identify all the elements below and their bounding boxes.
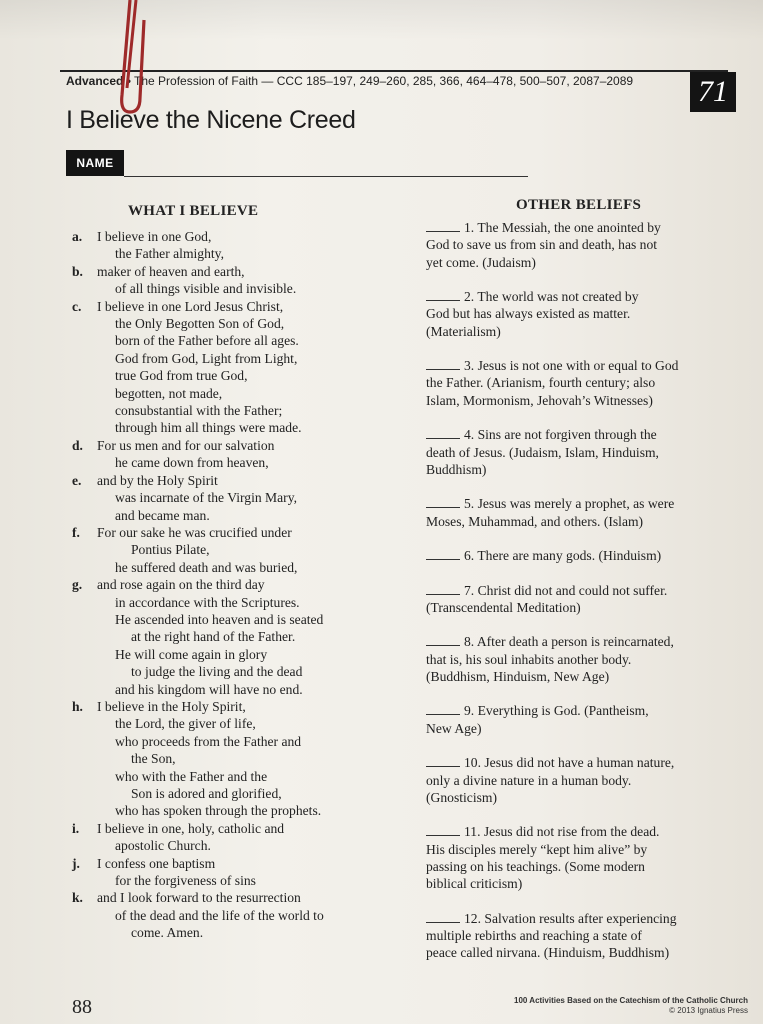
belief-item — [426, 219, 736, 271]
creed-line: I believe in the Holy Spirit, — [97, 698, 246, 714]
creed-line: who with the Father and the — [115, 768, 268, 784]
creed-line: come. Amen. — [131, 925, 204, 941]
belief-text: 6. There are many gods. (Hinduism) — [464, 548, 662, 564]
belief-line: the Father. (Arianism, fourth century; also — [426, 375, 656, 391]
creed-line: and I look forward to the resurrection — [97, 890, 301, 906]
name-label: NAME — [66, 150, 124, 176]
belief-first-line — [426, 357, 736, 374]
creed-line: at the right hand of the Father. — [131, 629, 296, 645]
belief-line: Moses, Muhammad, and others. (Islam) — [426, 513, 644, 529]
creed-line: Pontius Pilate, — [131, 542, 210, 558]
answer-blank[interactable] — [426, 644, 460, 646]
answer-blank[interactable] — [426, 368, 460, 370]
creed-item-letter: c. — [72, 298, 82, 314]
belief-text: 1. The Messiah, the one anointed by — [464, 220, 661, 235]
right-column-heading: OTHER BELIEFS — [516, 197, 642, 213]
activity-number-badge: 71 — [690, 72, 736, 112]
creed-item — [72, 524, 402, 576]
left-column-heading: WHAT I BELIEVE — [128, 203, 259, 219]
creed-line: who has spoken through the prophets. — [115, 803, 322, 819]
creed-item — [72, 576, 402, 698]
belief-line: Islam, Mormonism, Jehovah’s Witnesses) — [426, 392, 653, 408]
belief-line: that is, his soul inhabits another body. — [426, 651, 632, 667]
creed-item-letter: k. — [72, 890, 83, 906]
creed-item — [72, 889, 402, 941]
creed-line: I believe in one, holy, catholic and — [97, 820, 285, 836]
creed-line: was incarnate of the Virgin Mary, — [115, 490, 298, 506]
belief-text: 5. Jesus was merely a prophet, as were — [464, 496, 675, 512]
creed-line: he suffered death and was buried, — [115, 559, 298, 575]
belief-first-line — [426, 754, 736, 771]
belief-text: 3. Jesus is not one with or equal to God — [464, 358, 679, 374]
belief-first-line — [426, 910, 736, 927]
belief-first-line — [426, 495, 736, 512]
creed-item — [72, 472, 402, 524]
creed-line: through him all things were made. — [115, 420, 302, 436]
belief-line: God but has always existed as matter. — [426, 306, 631, 322]
creed-line: he came down from heaven, — [115, 455, 269, 471]
creed-line: apostolic Church. — [115, 838, 211, 854]
creed-line: the Lord, the giver of life, — [115, 716, 256, 732]
belief-item — [426, 702, 736, 737]
belief-text: 11. Jesus did not rise from the dead. — [464, 824, 660, 840]
creed-item — [72, 820, 402, 855]
belief-line: New Age) — [426, 720, 482, 736]
beliefs-list — [426, 219, 736, 979]
creed-item-letter: d. — [72, 437, 83, 453]
footer-page-number: 88 — [72, 996, 92, 1018]
page-shadow — [0, 0, 763, 40]
answer-blank[interactable] — [426, 230, 460, 232]
creed-line: for the forgiveness of sins — [115, 873, 256, 889]
creed-item-letter: h. — [72, 698, 83, 714]
belief-text: 2. The world was not created by — [464, 289, 639, 305]
creed-line: I confess one baptism — [97, 855, 216, 871]
belief-text: 8. After death a person is reincarnated, — [464, 634, 674, 650]
belief-first-line — [426, 288, 736, 305]
belief-line: (Gnosticism) — [426, 789, 497, 805]
answer-blank[interactable] — [426, 765, 460, 767]
header-bullet: • — [126, 74, 131, 88]
belief-line: multiple rebirths and reaching a state of — [426, 927, 642, 943]
belief-text: 12. Salvation results after experiencing — [464, 910, 677, 926]
footer-credit — [470, 996, 748, 1016]
belief-first-line — [426, 426, 736, 443]
creed-line: true God from true God, — [115, 368, 248, 384]
creed-item — [72, 263, 402, 298]
creed-line: consubstantial with the Father; — [115, 403, 283, 419]
creed-line: in accordance with the Scriptures. — [115, 594, 300, 610]
creed-line: who proceeds from the Father and — [115, 733, 302, 749]
belief-item — [426, 357, 736, 409]
answer-blank[interactable] — [426, 593, 460, 595]
belief-line: (Transcendental Meditation) — [426, 599, 581, 615]
belief-line: biblical criticism) — [426, 876, 523, 892]
creed-line: For our sake he was crucified under — [97, 524, 292, 540]
creed-item — [72, 228, 402, 263]
name-field-line[interactable] — [124, 176, 528, 177]
creed-line: the Only Begotten Son of God, — [115, 316, 285, 332]
belief-line: passing on his teachings. (Some modern — [426, 858, 645, 874]
creed-line: the Son, — [131, 751, 176, 767]
creed-line: He will come again in glory — [115, 646, 268, 662]
belief-line: (Materialism) — [426, 323, 501, 339]
creed-line: For us men and for our salvation — [97, 437, 275, 453]
answer-blank[interactable] — [426, 921, 460, 923]
copyright: © 2013 Ignatius Press — [669, 1006, 748, 1015]
creed-item-letter: g. — [72, 577, 83, 593]
belief-first-line — [426, 547, 736, 564]
creed-line: the Father almighty, — [115, 246, 224, 262]
belief-line: peace called nirvana. (Hinduism, Buddhism) — [426, 945, 670, 961]
belief-line: Buddhism) — [426, 461, 487, 477]
belief-first-line — [426, 633, 736, 650]
creed-item-letter: f. — [72, 524, 80, 540]
answer-blank[interactable] — [426, 299, 460, 301]
header-rule — [60, 70, 728, 72]
creed-line: and became man. — [115, 507, 210, 523]
belief-line: God to save us from sin and death, has not — [426, 237, 658, 253]
creed-line: of the dead and the life of the world to — [115, 907, 324, 923]
creed-item-letter: i. — [72, 820, 80, 836]
belief-text: 9. Everything is God. (Pantheism, — [464, 703, 649, 719]
belief-line: His disciples merely “kept him alive” by — [426, 841, 648, 857]
creed-line: begotten, not made, — [115, 385, 223, 401]
creed-line: and by the Holy Spirit — [97, 472, 218, 488]
belief-first-line — [426, 702, 736, 719]
creed-item-letter: j. — [72, 855, 80, 871]
belief-text: 10. Jesus did not have a human nature, — [464, 755, 675, 771]
answer-blank[interactable] — [426, 834, 460, 836]
book-title: 100 Activities Based on the Catechism of the Catholic Church — [514, 996, 748, 1005]
belief-item — [426, 633, 736, 685]
answer-blank[interactable] — [426, 558, 460, 560]
creed-line: I believe in one Lord Jesus Christ, — [97, 298, 284, 314]
creed-line: He ascended into heaven and is seated — [115, 611, 324, 627]
creed-item — [72, 437, 402, 472]
belief-item — [426, 495, 736, 530]
belief-text: 4. Sins are not forgiven through the — [464, 427, 657, 443]
creed-list — [72, 228, 402, 942]
creed-line: and his kingdom will have no end. — [115, 681, 303, 697]
creed-line: born of the Father before all ages. — [115, 333, 299, 349]
belief-item — [426, 288, 736, 340]
creed-line: Son is adored and glorified, — [131, 786, 282, 801]
belief-item — [426, 426, 736, 478]
belief-line: death of Jesus. (Judaism, Islam, Hinduism, — [426, 444, 659, 460]
creed-line: maker of heaven and earth, — [97, 263, 245, 279]
creed-item — [72, 698, 402, 820]
belief-item — [426, 582, 736, 617]
creed-line: and rose again on the third day — [97, 577, 265, 593]
belief-item — [426, 910, 736, 962]
answer-blank[interactable] — [426, 437, 460, 439]
belief-item — [426, 754, 736, 806]
creed-line: God from God, Light from Light, — [115, 350, 298, 366]
header-topic: The Profession of Faith — CCC 185–197, 249–260, 285, 366, 464–478, 500–507, 2087–2089 — [134, 74, 634, 88]
page-title: I Believe the Nicene Creed — [66, 106, 356, 134]
belief-first-line — [426, 219, 736, 236]
creed-item-letter: a. — [72, 229, 83, 244]
belief-line: (Buddhism, Hinduism, New Age) — [426, 668, 610, 684]
section-label: Advanced — [66, 74, 124, 88]
belief-text: 7. Christ did not and could not suffer. — [464, 582, 668, 598]
belief-item — [426, 823, 736, 892]
answer-blank[interactable] — [426, 713, 460, 715]
answer-blank[interactable] — [426, 506, 460, 508]
creed-item-letter: e. — [72, 472, 82, 488]
belief-line: yet come. (Judaism) — [426, 254, 536, 270]
belief-item — [426, 547, 736, 564]
creed-line: to judge the living and the dead — [131, 664, 303, 680]
creed-line: I believe in one God, — [97, 229, 212, 244]
header-topic-line — [66, 74, 686, 88]
belief-line: only a divine nature in a human body. — [426, 772, 632, 788]
creed-item — [72, 855, 402, 890]
belief-first-line — [426, 582, 736, 599]
creed-line: of all things visible and invisible. — [115, 281, 297, 297]
creed-item-letter: b. — [72, 263, 83, 279]
belief-first-line — [426, 823, 736, 840]
creed-item — [72, 298, 402, 437]
